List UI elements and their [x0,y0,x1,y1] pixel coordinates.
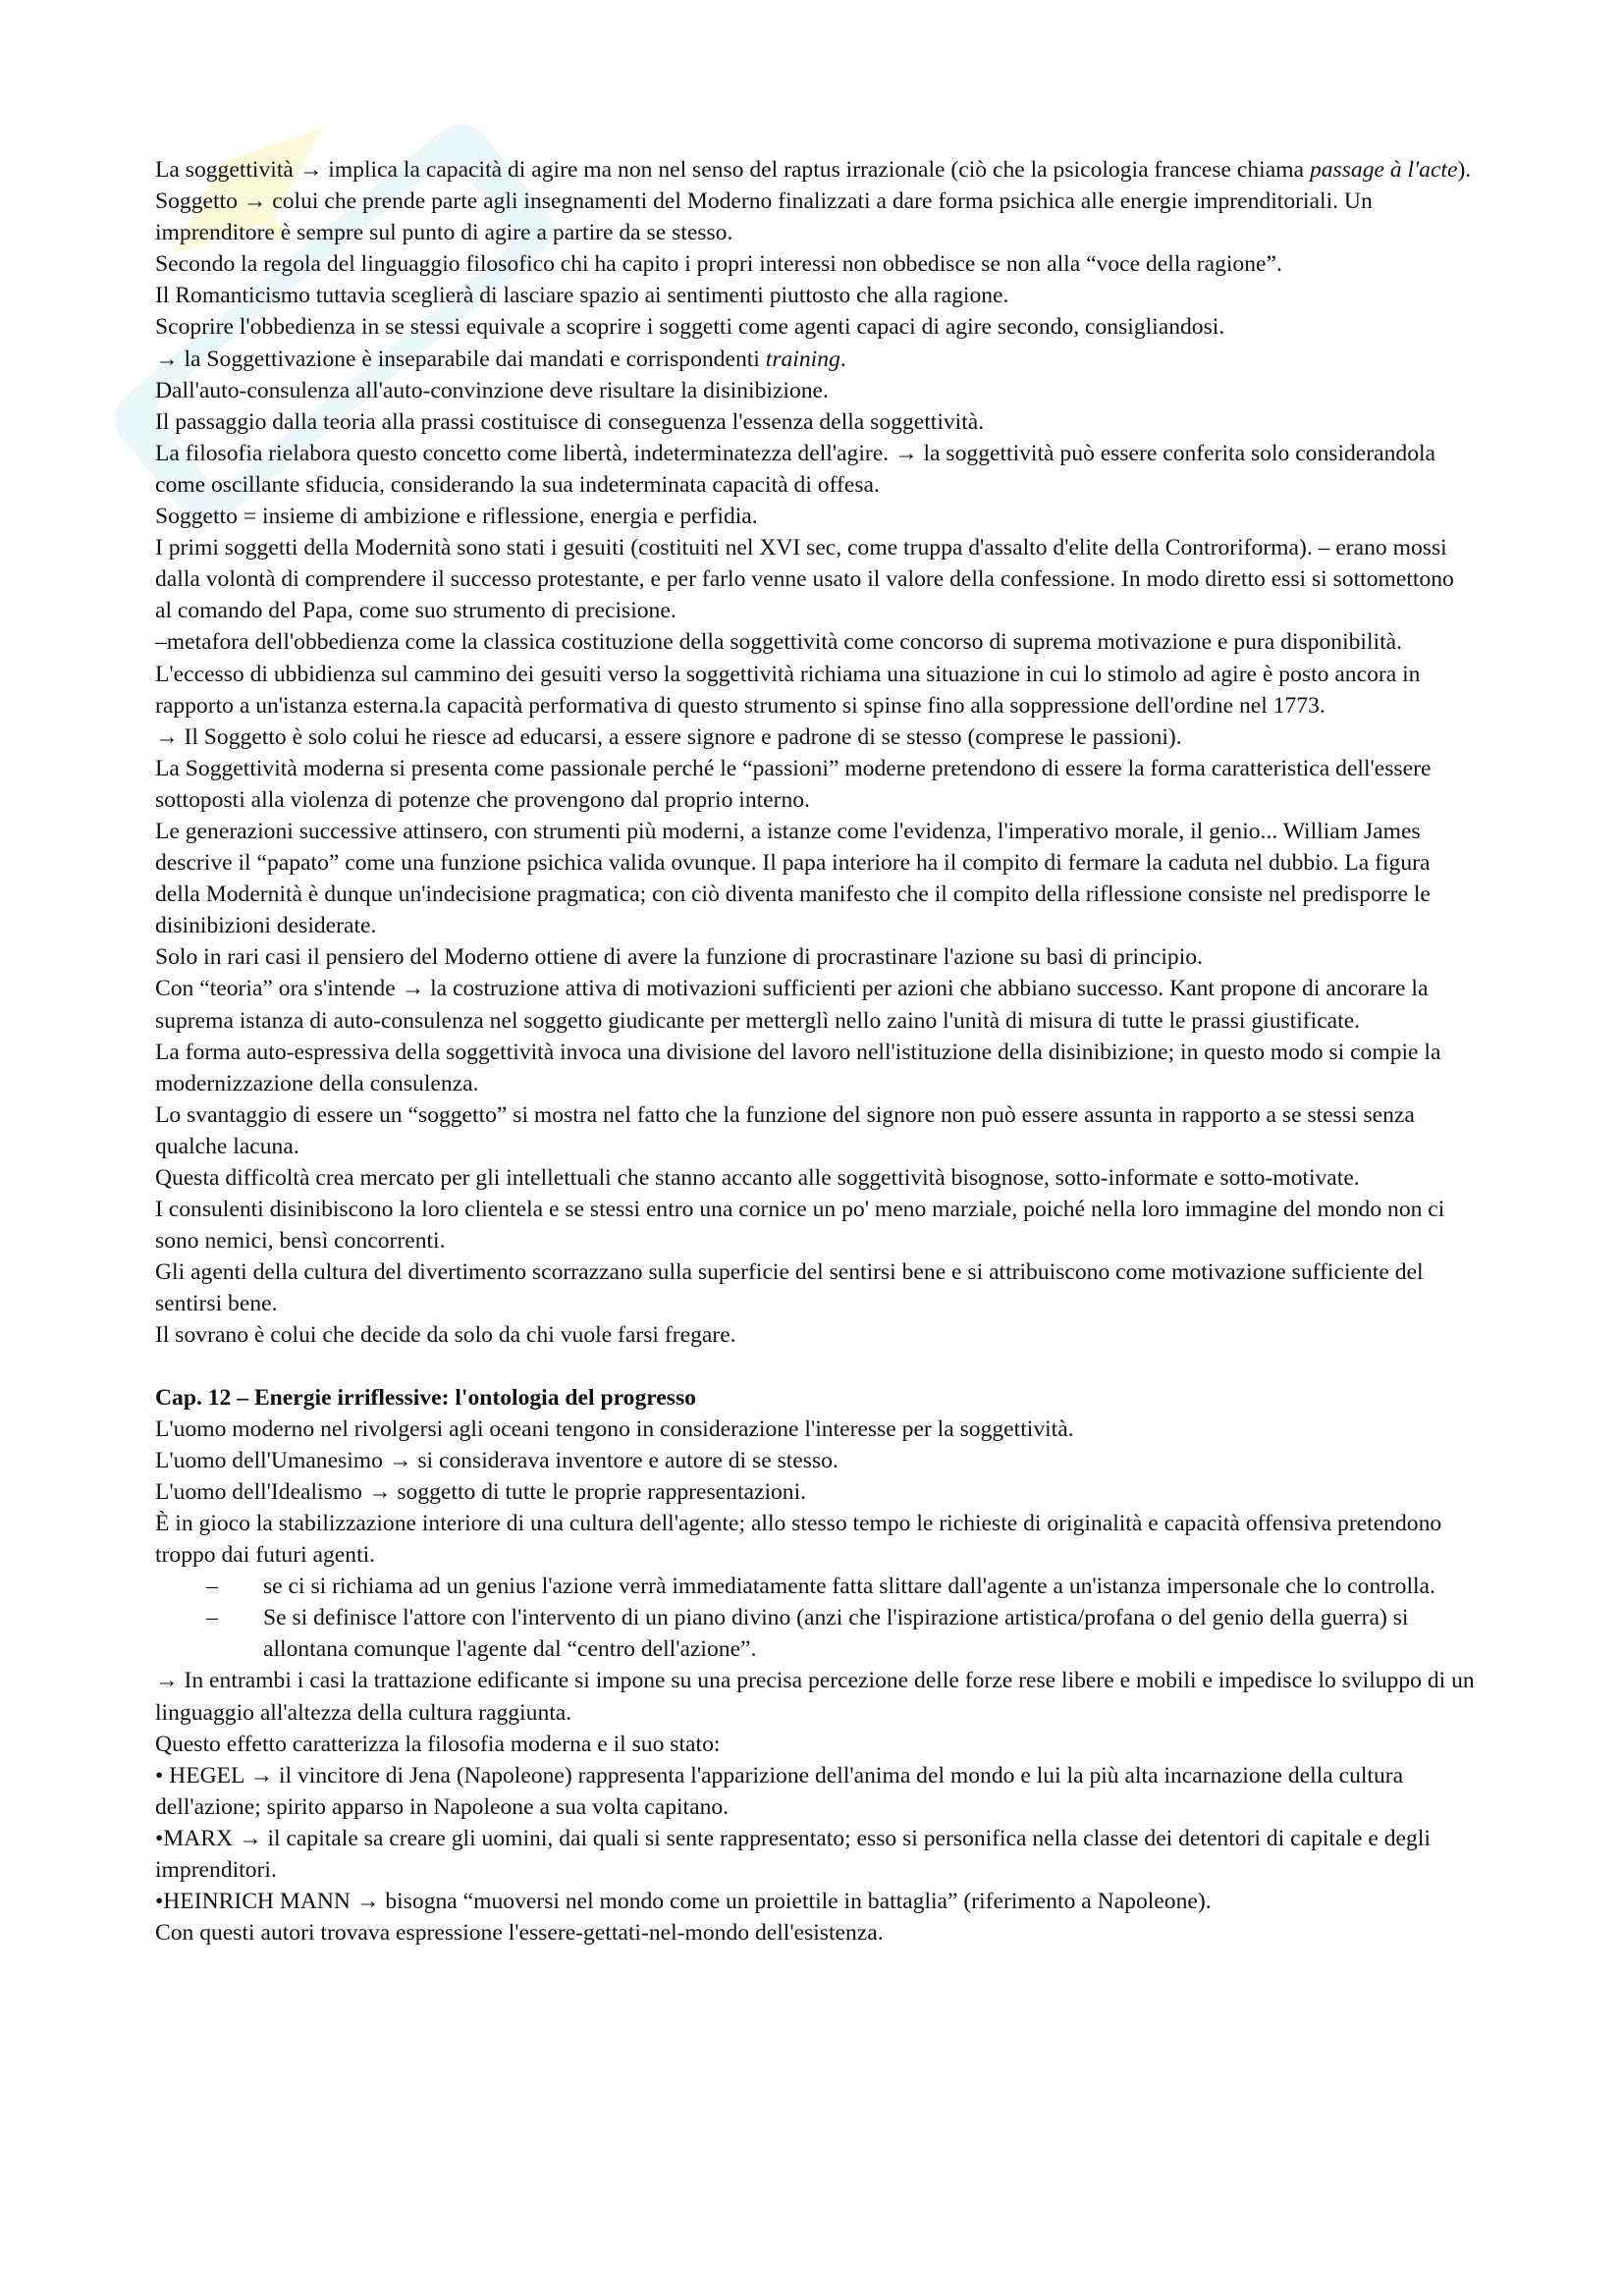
paragraph: Gli agenti della cultura del divertimento scorrazzano sulla superficie del sentirsi bene e si attribuiscono come motivazione sufficiente del sentirsi bene. [155,1259,1424,1317]
chapter-line: L'uomo dell'Idealismo → soggetto di tutte le proprie rappresentazioni. [155,1478,807,1505]
text-run: → la Soggettivazione è inseparabile dai mandati e corrispondenti [155,346,766,372]
chapter-line: • HEGEL → il vincitore di Jena (Napoleone) rappresenta l'apparizione dell'anima del mondo e lui la più alta incarnazione della cultura dell'azione; spirito apparso in Napoleone a sua volta capitano. [155,1762,1404,1820]
paragraph: Scoprire l'obbedienza in se stessi equivale a scoprire i soggetti come agenti capaci di agire secondo, consigliandosi. [155,314,1225,341]
paragraph: Il sovrano è colui che decide da solo da chi vuole farsi fregare. [155,1322,736,1349]
paragraph: I primi soggetti della Modernità sono stati i gesuiti (costituiti nel XVI sec, come truppa d'assalto d'elite della Controriforma). – erano mossi dalla volontà di comprendere il successo protestante, e per farlo venne usato il valore della confessione. In modo diretto essi si sottomettono al comando del Papa, come suo strumento di precisione. [155,535,1454,624]
paragraph [155,154,1476,248]
chapter-line: → In entrambi i casi la trattazione edificante si impone su una precisa percezione delle forze rese libere e mobili e impedisce lo sviluppo di un linguaggio all'altezza della cultura raggiunta. [155,1668,1475,1726]
text-run: La soggettività → implica la capacità di agire ma non nel senso del raptus irrazionale (ciò che la psicologia francese chiama [155,157,1310,183]
dash-bullet: – [206,1605,218,1631]
paragraph: Le generazioni successive attinsero, con strumenti più moderni, a istanze come l'evidenza, l'imperativo morale, il genio... William James descrive il “papato” come una funzione psichica valida ovunque. Il papa interiore ha il compito di fermare la caduta nel dubbio. La figura della Modernità è dunque un'indecisione pragmatica; con ciò diventa manifesto che il compito della riflessione consiste nel predisporre le disinibizioni desiderate. [155,818,1431,939]
chapter-line: L'uomo moderno nel rivolgersi agli oceani tengono in considerazione l'interesse per la soggettività. [155,1415,1074,1442]
chapter-line: È in gioco la stabilizzazione interiore di una cultura dell'agente; allo stesso tempo le richieste di originalità e capacità offensiva pretendono troppo dai futuri agenti. [155,1510,1442,1569]
list-item [155,1571,1476,1602]
chapter-line: Questo effetto caratterizza la filosofia moderna e il suo stato: [155,1731,721,1757]
chapter-title: Cap. 12 – Energie irriflessive: l'ontologia del progresso [155,1384,696,1411]
body-text [155,154,1476,1352]
list-item [155,1602,1476,1665]
paragraph: –metafora dell'obbedienza come la classica costituzione della soggettività come concorso di suprema motivazione e pura disponibilità. L'eccesso di ubbidienza sul cammino dei gesuiti verso la soggettività richiama una situazione in cui lo stimolo ad agire è posto ancora in rapporto a un'istanza esterna.la capacità performativa di questo strumento si spinse fino alla soppressione dell'ordine nel 1773. [155,629,1421,719]
chapter-line: Con questi autori trovava espressione l'essere-gettati-nel-mondo dell'esistenza. [155,1920,884,1947]
text-run: . [839,346,846,372]
italic-term: training [765,346,840,372]
paragraph: Soggetto = insieme di ambizione e riflessione, energia e perfidia. [155,504,758,530]
dash-list [155,1571,1476,1665]
paragraph [155,344,1476,375]
list-item-text: se ci si richiama ad un genius l'azione verrà immediatamente fatta slittare dall'agente a un'istanza impersonale che lo controlla. [263,1574,1435,1600]
chapter-line: L'uomo dell'Umanesimo → si considerava inventore e autore di se stesso. [155,1447,839,1473]
text-run: ). Soggetto → colui che prende parte agli insegnamenti del Moderno finalizzati a dare forma psichica alle energie imprenditoriali. Un imprenditore è sempre sul punto di agire a partire da se stesso. [155,157,1472,246]
chapter-intro [155,1414,1476,1571]
chapter-line: •HEINRICH MANN → bisogna “muoversi nel mondo come un proiettile in battaglia” (riferimento a Napoleone). [155,1889,1212,1915]
paragraph: La forma auto-espressiva della soggettività invoca una divisione del lavoro nell'istituzione della disinibizione; in questo modo si compie la modernizzazione della consulenza. [155,1039,1441,1096]
document-page [155,154,1476,1949]
paragraph: Lo svantaggio di essere un “soggetto” si mostra nel fatto che la funzione del signore non può essere assunta in rapporto a se stessi senza qualche lacuna. [155,1101,1415,1159]
paragraph: I consulenti disinibiscono la loro clientela e se stessi entro una cornice un po' meno marziale, poiché nella loro immagine del mondo non ci sono nemici, bensì concorrenti. [155,1197,1445,1255]
paragraph: La filosofia rielabora questo concetto come libertà, indeterminatezza dell'agire. → la soggettività può essere conferita solo considerandola come oscillante sfiducia, considerando la sua indeterminata capacità di offesa. [155,440,1436,498]
paragraph: Secondo la regola del linguaggio filosofico chi ha capito i propri interessi non obbedisce se non alla “voce della ragione”. [155,251,1282,278]
list-item-text: Se si definisce l'attore con l'intervento di un piano divino (anzi che l'ispirazione artistica/profana o del genio della guerra) si allontana comunque l'agente dal “centro dell'azione”. [263,1605,1409,1663]
paragraph: Il passaggio dalla teoria alla prassi costituisce di conseguenza l'essenza della soggettività. [155,408,985,435]
chapter-body [155,1665,1476,1949]
paragraph: Il Romanticismo tuttavia sceglierà di lasciare spazio ai sentimenti piuttosto che alla ragione. [155,283,1009,309]
paragraph: La Soggettività moderna si presenta come passionale perché le “passioni” moderne pretendono di essere la forma caratteristica dell'essere sottoposti alla violenza di potenze che provengono dal proprio interno. [155,755,1432,813]
paragraph: Dall'auto-consulenza all'auto-convinzione deve risultare la disinibizione. [155,377,829,403]
paragraph: Con “teoria” ora s'intende → la costruzione attiva di motivazioni sufficienti per azioni che abbiano successo. Kant propone di ancorare la suprema istanza di auto-consulenza nel soggetto giudicante per metterglì nello zaino l'unità di misura di tutte le prassi giustificate. [155,976,1429,1034]
paragraph: Solo in rari casi il pensiero del Moderno ottiene di avere la funzione di procrastinare l'azione su basi di principio. [155,944,1203,971]
italic-term: passage à l'acte [1309,157,1458,183]
chapter-line: •MARX → il capitale sa creare gli uomini, dai quali si sente rappresentato; esso si personifica nella classe dei detentori di capitale e degli imprenditori. [155,1825,1431,1883]
paragraph: Questa difficoltà crea mercato per gli intellettuali che stanno accanto alle soggettività bisognose, sotto-informate e sotto-motivate. [155,1165,1360,1191]
dash-bullet: – [206,1574,218,1600]
paragraph: → Il Soggetto è solo colui he riesce ad educarsi, a essere signore e padrone di se stesso (comprese le passioni). [155,723,1182,750]
